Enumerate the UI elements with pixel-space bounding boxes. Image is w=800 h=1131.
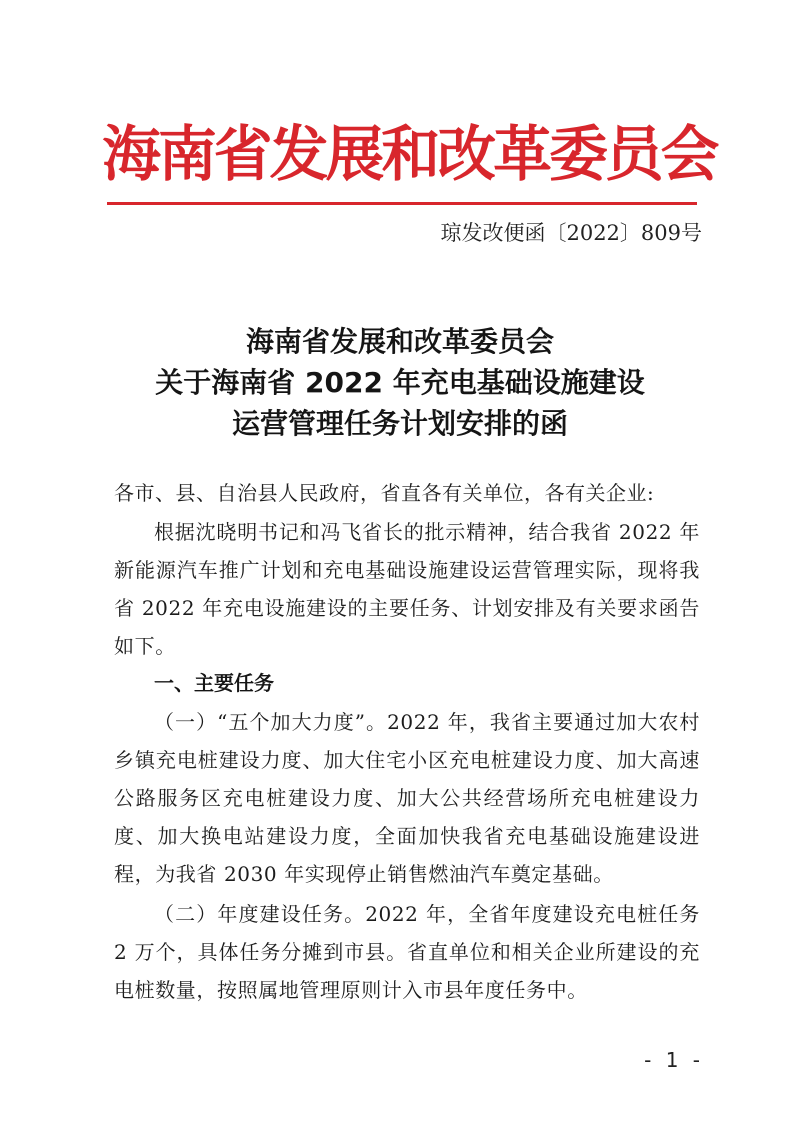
page-number: - 1 -	[644, 1048, 704, 1072]
salutation: 各市、县、自治县人民政府，省直各有关单位，各有关企业:	[114, 481, 655, 505]
paragraph-3: （二）年度建设任务。2022 年，全省年度建设充电桩任务 2 万个，具体任务分摊到市县。省直单位和相关企业所建设的充电桩数量，按照属地管理原则计入市县年度任务中。	[114, 902, 700, 1002]
paragraph-1: 根据沈晓明书记和冯飞省长的批示精神，结合我省 2022 年新能源汽车推广计划和充电基础设施建设运营管理实际，现将我省 2022 年充电设施建设的主要任务、计划安排及有关要求函告如下。	[114, 520, 700, 658]
letterhead-red-rule	[107, 202, 697, 205]
paragraph-2: （一）“五个加大力度”。2022 年，我省主要通过加大农村乡镇充电桩建设力度、加大住宅小区充电桩建设力度、加大高速公路服务区充电桩建设力度、加大公共经营场所充电桩建设力度、加大换电站建设力度，全面加快我省充电基础设施建设进程，为我省 2030 年实现停止销售燃油汽车奠定基础。	[114, 710, 700, 886]
section-heading-main-tasks: 一、主要任务	[154, 671, 274, 695]
title-line-1: 海南省发展和改革委员会	[245, 325, 554, 358]
title-line-3: 运营管理任务计划安排的函	[231, 407, 568, 440]
title-line-2: 关于海南省 2022 年充电基础设施建设	[155, 366, 645, 399]
document-number: 琼发改便函〔2022〕809号	[440, 221, 702, 245]
letterhead-organization: 海南省发展和改革委员会	[102, 120, 717, 190]
